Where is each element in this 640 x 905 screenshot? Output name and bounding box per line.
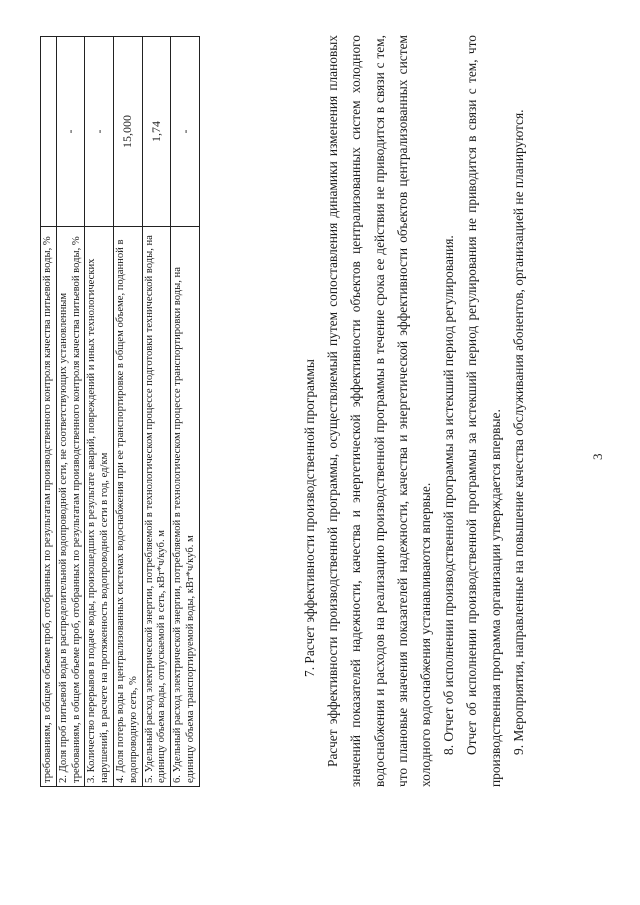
table-cell-value: - [85,37,114,227]
table-cell-label: требованиям, в общем объеме проб, отобранных по результатам производственного контроля качества питьевой воды, % [41,227,57,787]
table-cell-value: - [56,37,85,227]
section-7-paragraph: Расчет эффективности производственной программы, осуществляемый путем сопоставления динамики изменения плановых значений показателей надежности, качества и энергетической эффективности объектов централизованных систем холодного водоснабжения и расходов на реализацию производственной программы в течение срока ее действия не приводится в связи с тем, что плановые значения показателей надежности, качества и энергетической эффективности объектов централизованных систем холодного водоснабжения устанавливаются впервые. [325,35,434,787]
table-cell-value: 15,000 [113,37,142,227]
table-row [171,37,200,787]
table-cell-value: - [171,37,200,227]
section-7-heading: 7. Расчет эффективности производственной программы [302,359,317,677]
table-row [85,37,114,787]
table-row [113,37,142,787]
section-9-heading: 9. Мероприятия, направленные на повышение качества обслуживания абонентов, организацией не планируются. [510,109,526,755]
section-8-paragraph: Отчет об исполнении производственной программы за истекший период регулирования не приводится в связи с тем, что производственная программа организации утверждается впервые. [464,35,503,787]
table-cell-label: 2. Доля проб питьевой воды в распределительной водопроводной сети, не соответствующих установленным требованиям, в общем объеме проб, отобранных по результатам производственного контроля качества питьевой воды, % [56,227,85,787]
table-cell-label: 6. Удельный расход электрической энергии, потребляемой в технологическом процессе транспортировки воды, на единицу объема транспортируемой воды, кВт*ч/куб. м [171,227,200,787]
table-cell-label: 5. Удельный расход электрической энергии, потребляемой в технологическом процессе подготовки технической воды, на единицу объема воды, отпускаемой в сеть, кВт*ч/куб. м [142,227,171,787]
page-number: 3 [590,453,605,460]
table-row [142,37,171,787]
indicators-table [40,36,200,787]
table-cell-value [41,37,57,227]
table-row [56,37,85,787]
section-8-heading: 8. Отчет об исполнении производственной программы за истекший период регулирования. [441,235,457,755]
table-cell-label: 4. Доля потерь воды в централизованных системах водоснабжения при ее транспортировке в общем объеме, поданной в водопроводную сеть, % [113,227,142,787]
table-cell-label: 3. Количество перерывов в подаче воды, произошедших в результате аварий, повреждений и иных технологических нарушений, в расчете на протяженность водопроводной сети в год, ед/км [85,227,114,787]
table-row [41,37,57,787]
document-body [298,35,530,787]
table-cell-value: 1,74 [142,37,171,227]
